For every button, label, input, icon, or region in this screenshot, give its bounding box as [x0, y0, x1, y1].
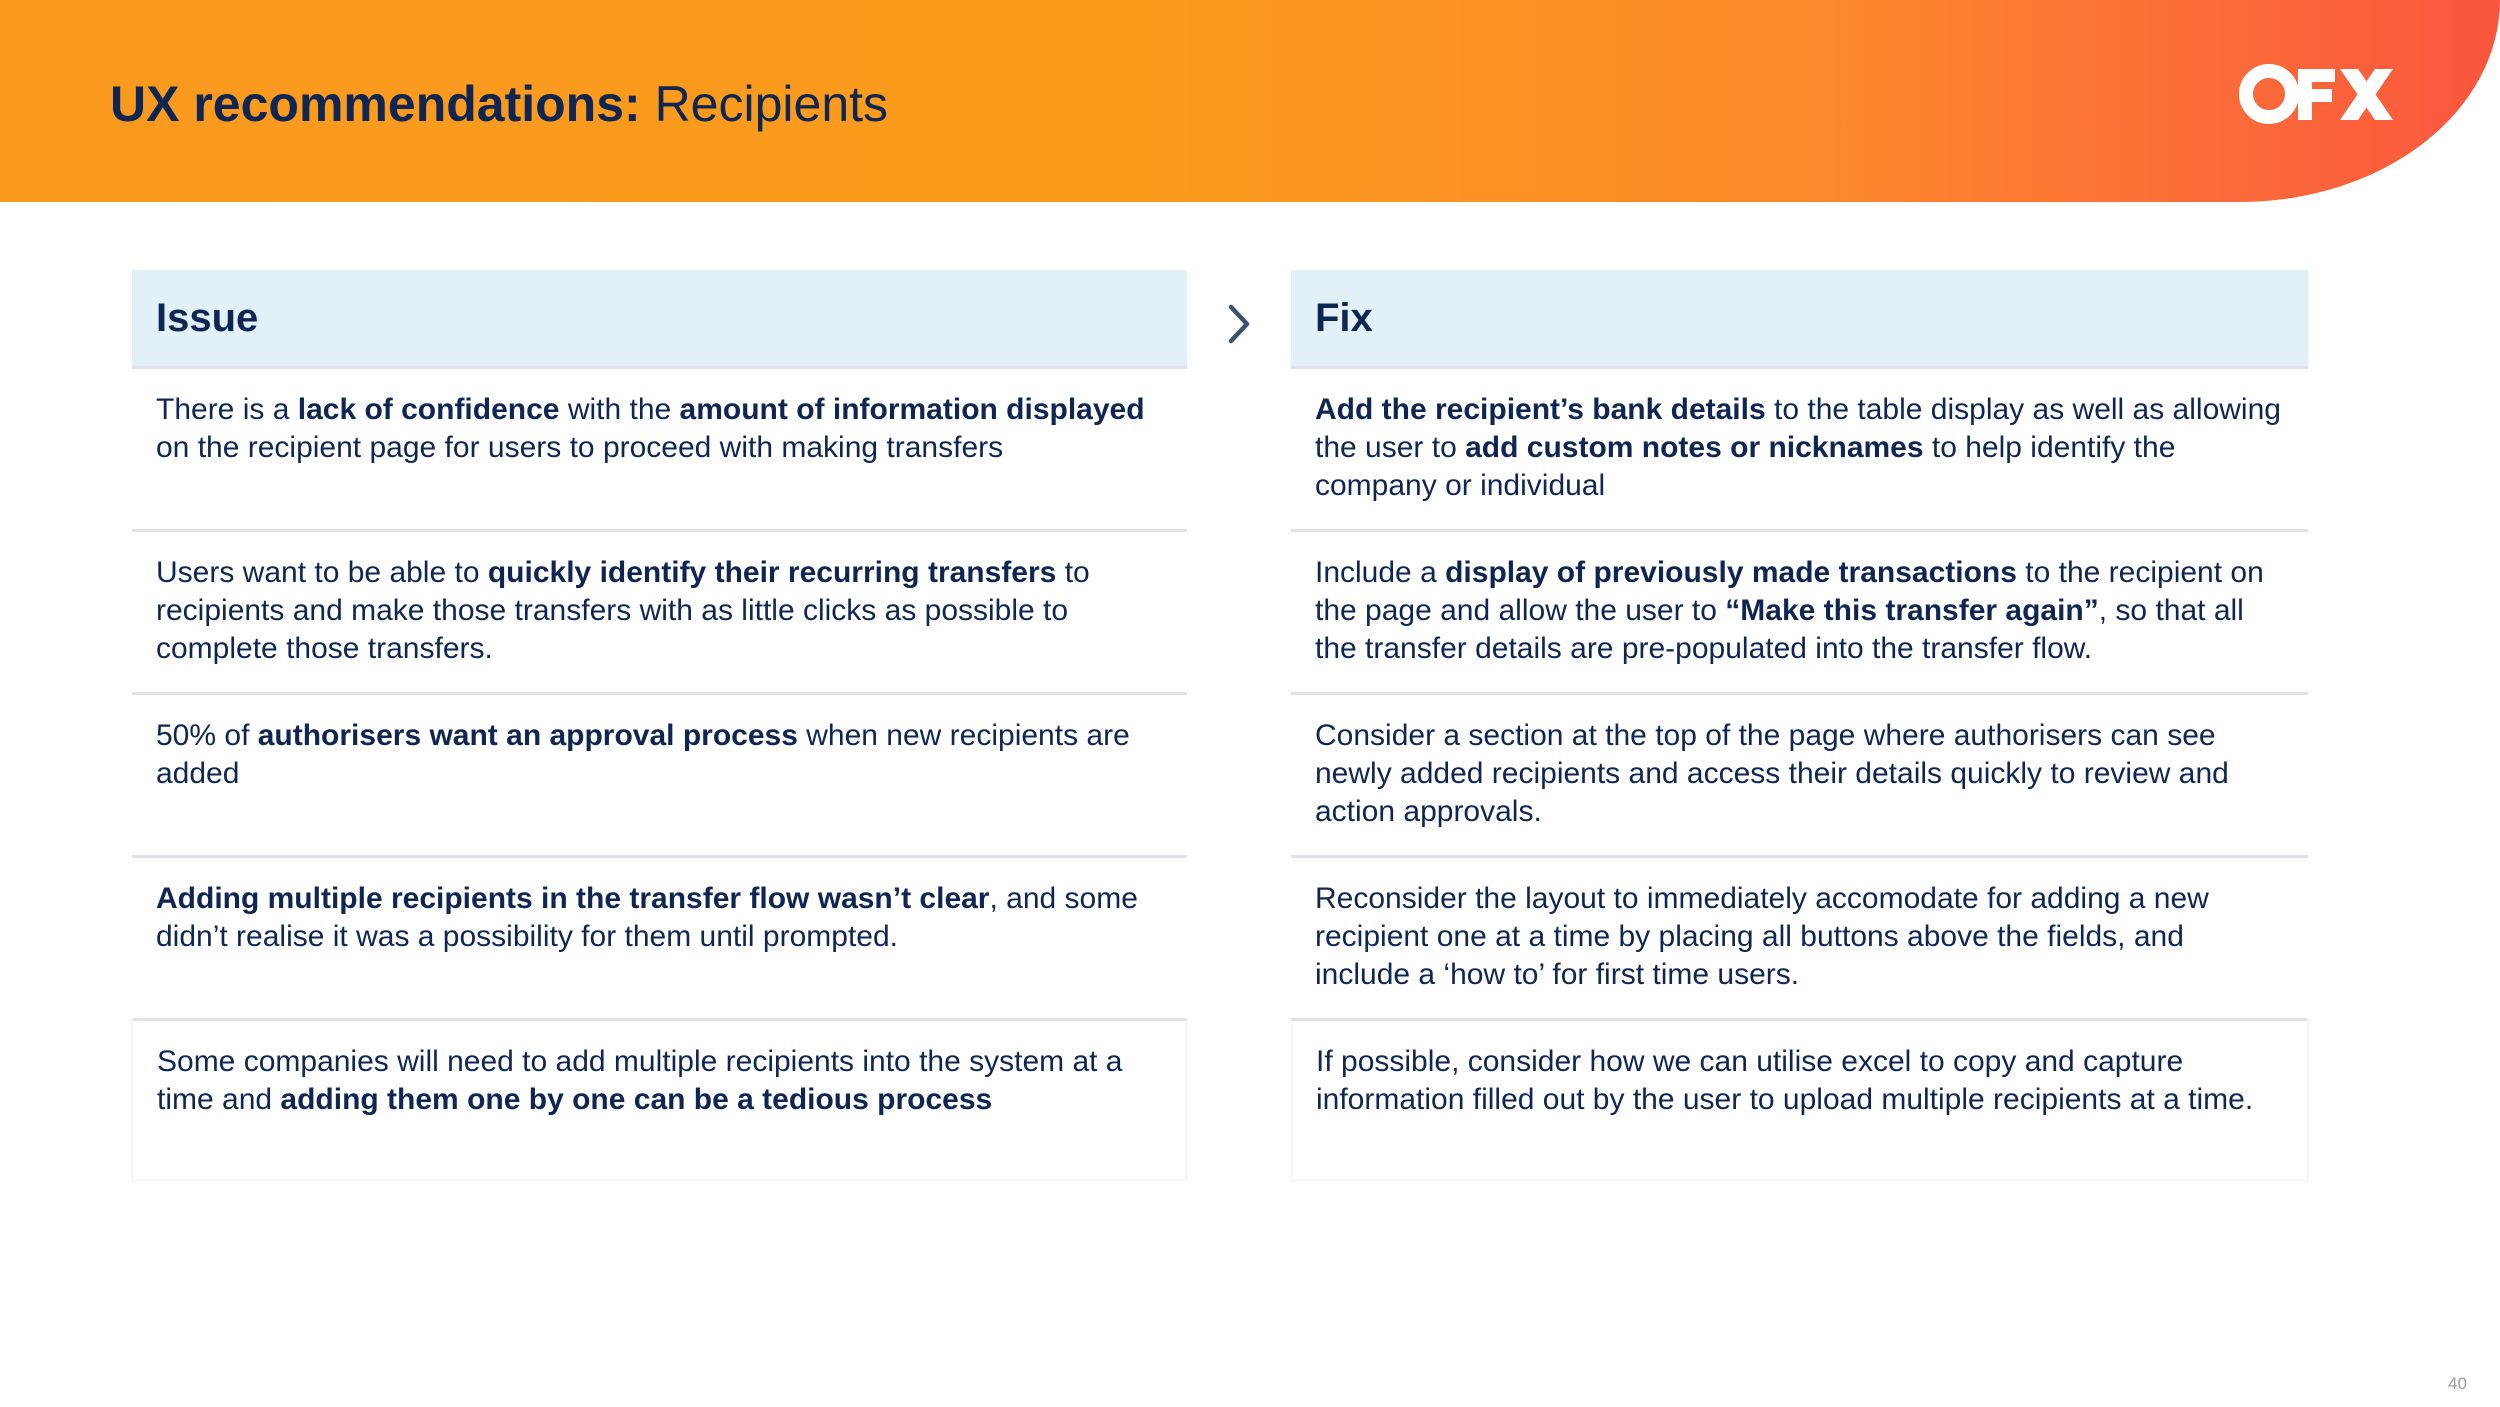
fix-cell: [1291, 692, 2308, 855]
emphasis-text: display of previously made transactions: [1445, 556, 2017, 589]
body-text: Reconsider the layout to immediately accomodate for adding a new recipient one at a time by placing all buttons above the fields, and include a ‘how to’ for first time users.: [1315, 882, 2209, 991]
fix-cell: [1291, 1018, 2308, 1181]
fix-cell: [1291, 366, 2308, 529]
row-gap: [1187, 1018, 1291, 1181]
row-gap: [1187, 529, 1291, 692]
issue-cell: [132, 366, 1187, 529]
body-text: when new recipients are added: [156, 719, 1130, 790]
chevron-right-icon: [1224, 302, 1254, 346]
table-row: [132, 529, 2308, 692]
fix-cell: [1291, 529, 2308, 692]
fix-cell: [1291, 855, 2308, 1018]
body-text: to the table display as well as allowing the user to: [1315, 393, 2281, 464]
issue-cell: [132, 1018, 1187, 1181]
emphasis-text: add custom notes or nicknames: [1465, 431, 1924, 464]
page-title-bold: UX recommendations:: [110, 76, 641, 132]
emphasis-text: lack of confidence: [297, 393, 560, 426]
emphasis-text: authorisers want an approval process: [257, 719, 798, 752]
page-title: [110, 74, 888, 134]
body-text: with the: [559, 393, 680, 426]
emphasis-text: adding them one by one can be a tedious process: [280, 1083, 993, 1116]
body-text: 50% of: [156, 719, 258, 752]
issue-cell: [132, 692, 1187, 855]
page-title-regular: Recipients: [654, 76, 889, 132]
table-row: [132, 1018, 2308, 1181]
emphasis-text: “Make this transfer again”: [1725, 594, 2099, 627]
body-text: Some companies will need to add multiple recipients into the system at a time and: [157, 1045, 1123, 1116]
emphasis-text: Adding multiple recipients in the transfer flow wasn’t clear: [156, 882, 990, 915]
body-text: There is a: [156, 393, 298, 426]
page-number: 40: [2448, 1374, 2467, 1393]
header-divider: [1187, 270, 1291, 366]
body-text: to the recipient on the page and allow the user to: [1315, 556, 2264, 627]
table-header-row: [132, 270, 2308, 366]
emphasis-text: amount of information displayed: [679, 393, 1145, 426]
body-text: , so that all the transfer details are pre-populated into the transfer flow.: [1315, 594, 2244, 665]
table-row: [132, 692, 2308, 855]
body-text: to help identify the company or individual: [1315, 431, 2176, 502]
body-text: If possible, consider how we can utilise excel to copy and capture information filled out by the user to upload multiple recipients at a time.: [1316, 1045, 2254, 1116]
fix-column-header: Fix: [1291, 270, 2308, 366]
body-text: Users want to be able to: [156, 556, 488, 589]
body-text: to recipients and make those transfers with as little clicks as possible to complete those transfers.: [156, 556, 1090, 665]
body-text: , and some didn’t realise it was a possibility for them until prompted.: [156, 882, 1138, 953]
row-gap: [1187, 692, 1291, 855]
table-row: [132, 855, 2308, 1018]
row-gap: [1187, 366, 1291, 529]
body-text: Consider a section at the top of the page where authorisers can see newly added recipients and access their details quickly to review and action approvals.: [1315, 719, 2229, 828]
body-text: on the recipient page for users to proceed with making transfers: [156, 431, 1004, 464]
row-gap: [1187, 855, 1291, 1018]
issue-cell: [132, 855, 1187, 1018]
ofx-logo: [2236, 60, 2396, 128]
issue-cell: [132, 529, 1187, 692]
issue-column-header: Issue: [132, 270, 1187, 366]
emphasis-text: quickly identify their recurring transfers: [487, 556, 1057, 589]
table-row: [132, 366, 2308, 529]
body-text: Include a: [1315, 556, 1446, 589]
recommendations-table: [132, 270, 2308, 1181]
emphasis-text: Add the recipient’s bank details: [1315, 393, 1766, 426]
